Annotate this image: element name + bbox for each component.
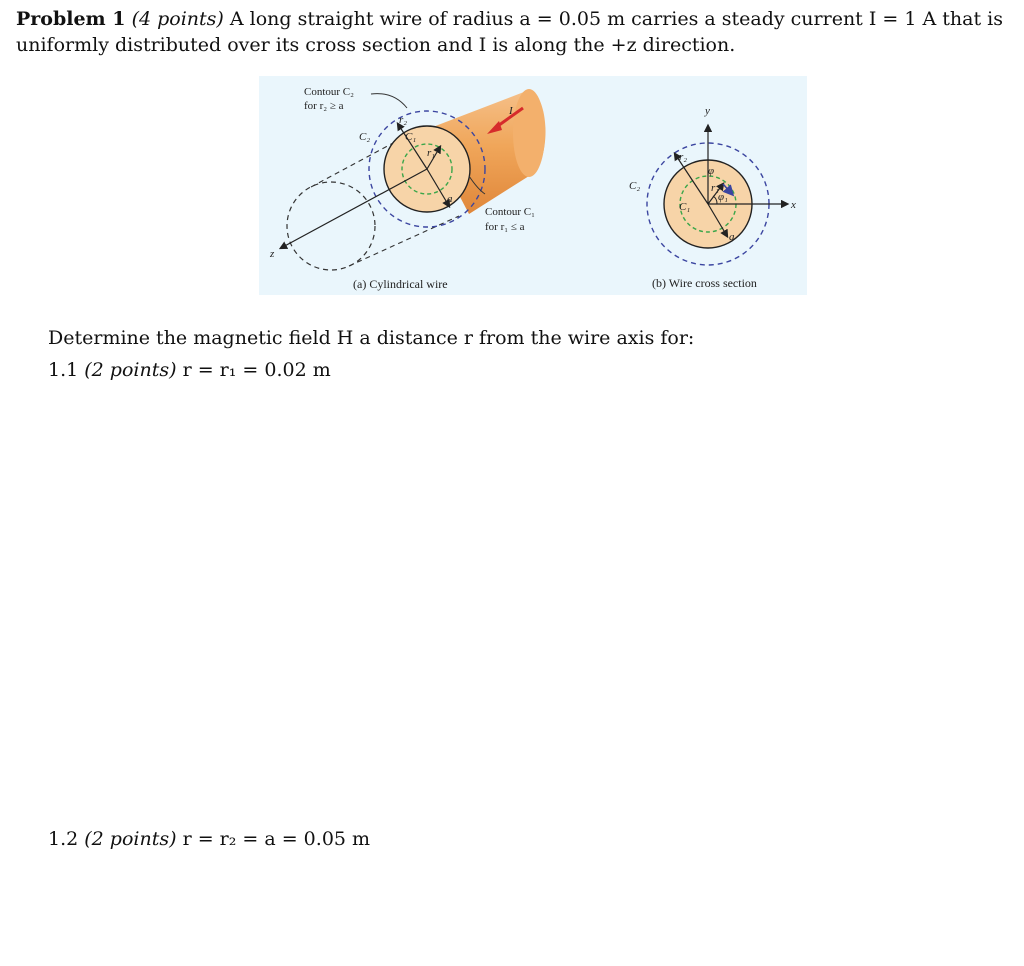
a-label-b: a [729,231,735,243]
question-number: 1.1 [48,359,79,381]
question-prompt: Determine the magnetic field H a distance r from the wire axis for: [48,327,695,349]
question-number: 1.2 [48,828,79,850]
c1-label-b: C₁ [679,201,691,213]
cylindrical-wire-diagram [269,86,546,270]
a-label-a: a [447,193,453,205]
r1-label-a: r₁ [427,147,436,159]
x-axis-label: x [791,199,796,211]
z-axis [281,169,427,248]
phi1-label: φ₁ [718,191,728,203]
phi-label: φ [708,165,715,177]
question-text: r = r₂ = a = 0.05 m [182,828,371,850]
problem-line-1 [16,6,1006,32]
figure [259,76,807,295]
problem-statement [16,6,1006,58]
caption-a: (a) Cylindrical wire [353,277,448,291]
c1-label-a: C₁ [405,131,417,143]
far-contour-circle [287,182,375,270]
contour-c2-label-line2: for r₂ ≥ a [304,100,344,112]
wire-far-end [513,89,545,177]
contour-c1-label-line2: for r₁ ≤ a [485,221,525,233]
r1-label-b: r₁ [711,182,720,194]
guide-line-top [311,142,395,187]
y-axis-label: y [705,105,710,117]
guide-line-bottom [349,216,459,266]
z-axis-label: z [270,248,275,260]
problem-points: (4 points) [131,8,224,30]
cross-section-diagram [629,105,796,265]
c2-leader-line [371,94,407,108]
figure-svg [259,76,807,295]
problem-heading: Problem 1 [16,8,126,30]
current-label: I [509,105,513,117]
c2-label-a: C₂ [359,131,371,143]
question-1-2 [48,826,370,852]
r2-label-a: r₂ [399,114,408,126]
question-text: r = r₁ = 0.02 m [182,359,331,381]
r2-label-b: r₂ [679,151,688,163]
question-points: (2 points) [84,359,177,381]
c2-label-b: C₂ [629,180,641,192]
contour-c1-label-line1: Contour C₁ [485,206,535,218]
question-1-1 [48,357,331,383]
question-points: (2 points) [84,828,177,850]
caption-b: (b) Wire cross section [652,276,757,290]
contour-c2-label-line1: Contour C₂ [304,86,354,98]
problem-line-2: uniformly distributed over its cross section and I is along the +z direction. [16,34,736,56]
problem-text-line1: A long straight wire of radius a = 0.05 m carries a steady current I = 1 A that is [229,8,1003,30]
